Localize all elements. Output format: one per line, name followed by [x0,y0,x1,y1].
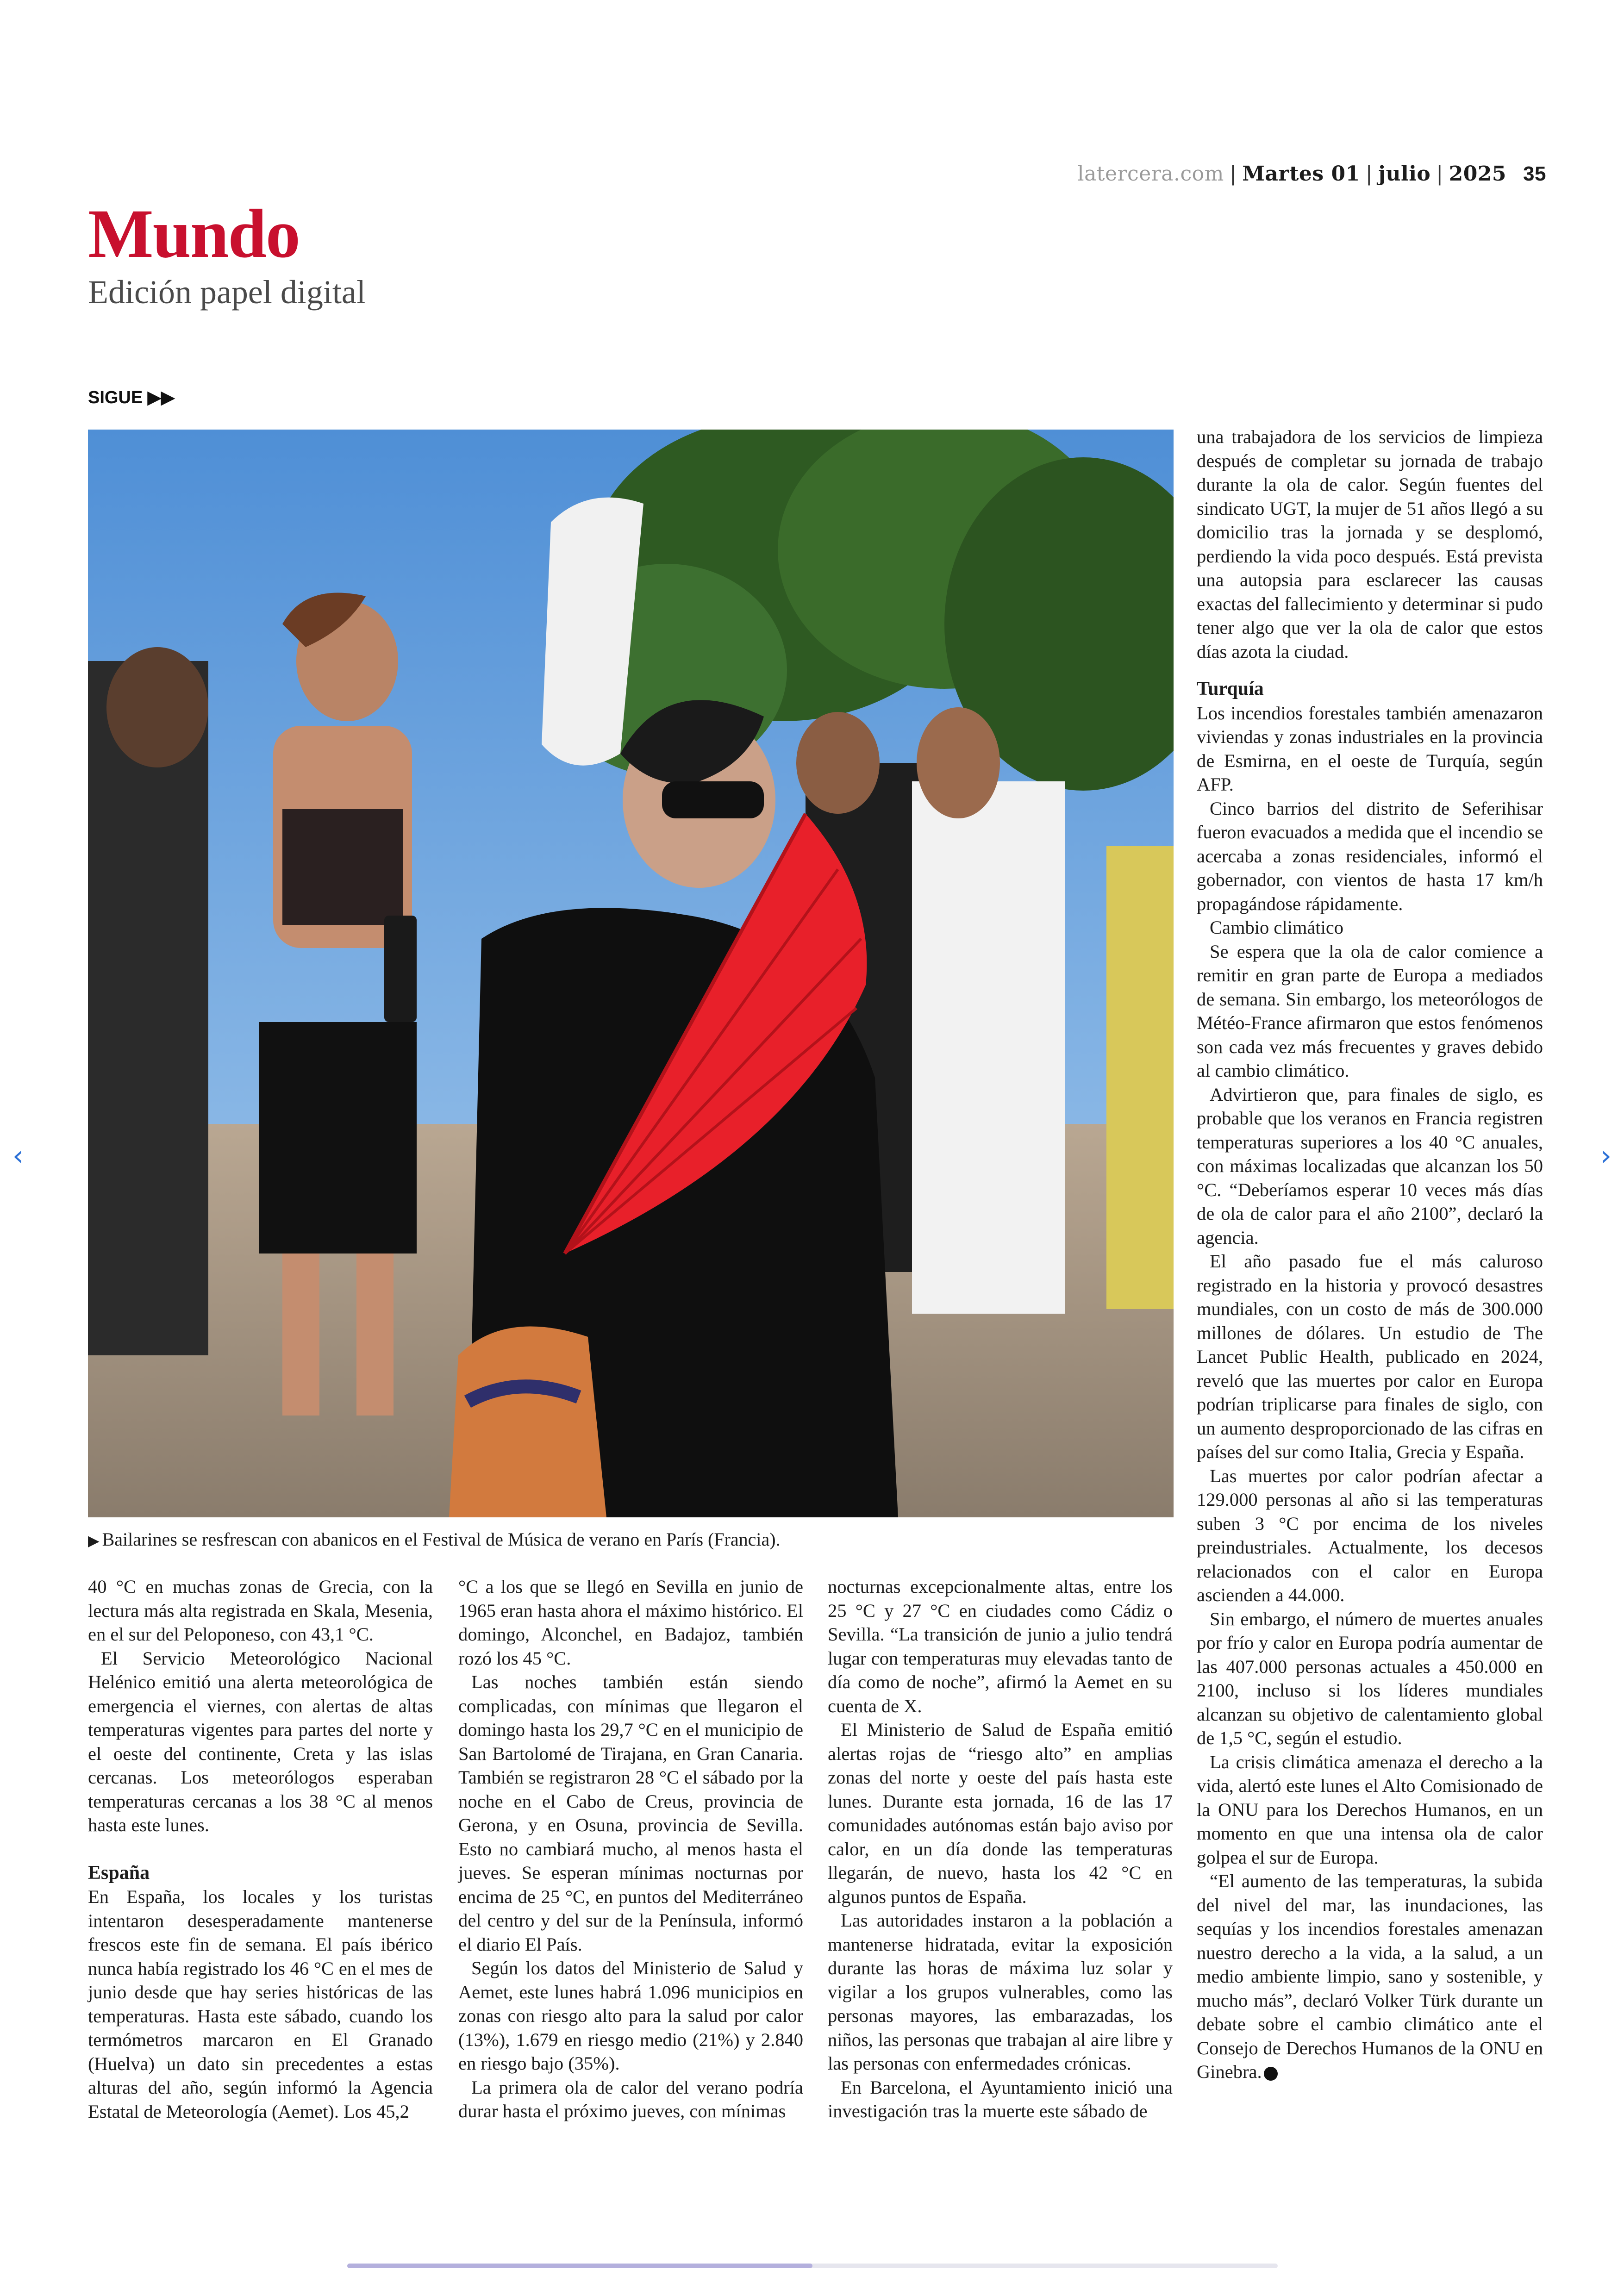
folio-month: julio [1378,162,1431,186]
paragraph: Según los datos del Ministerio de Salud y Aemet, este lunes habrá 1.096 municipios en zonas con riesgo alto para la salud por calor (13%), 1.679 en riesgo medio (21%) y 2.840 en riesgo bajo (35%). [458,1958,803,2074]
paragraph: Advirtieron que, para finales de siglo, es probable que los veranos en Francia registren temperaturas superiores a los 40 °C anuales, con máximas localizadas que alcanzan los 50 °C. “Deberíamos esperar 10 veces más días de ola de calor para el año 2100”, declaró la agencia. [1197,1084,1543,1248]
article-photo [88,430,1174,1517]
paragraph: 40 °C en muchas zonas de Grecia, con la lectura más alta registrada en Skala, Mesenia, en el sur del Peloponeso, con 43,1 °C. [88,1576,433,1645]
paragraph: Los incendios forestales también amenazaron viviendas y zonas industriales en la provincia de Esmirna, en el oeste de Turquía, según AFP. [1197,702,1543,795]
section-title: Mundo [88,195,300,272]
column-2 [458,1575,803,2123]
photo-illustration [88,430,1174,1517]
folio-weekday: Martes 01 [1242,162,1360,186]
paragraph: El Servicio Meteorológico Nacional Helénico emitió una alerta meteorológica de emergencia el viernes, con alertas de altas temperaturas vigentes para partes del norte y el oeste del continente, Creta y las islas cercanas. Los meteorólogos esperaban temperaturas cercanas a los 38 °C al menos hasta este lunes. [88,1647,433,1835]
page-folio: latercera.com | Martes 01 | julio | 2025 35 [1077,162,1546,186]
previous-page-chevron-icon[interactable]: ‹ [12,1140,24,1172]
paragraph: Cinco barrios del distrito de Seferihisar fueron evacuados a medida que el incendio se acercaba a zonas residenciales, informó el gobernador, con vientos de hasta 17 km/h propagándose rápidamente. [1197,798,1543,914]
photo-caption [88,1528,1174,1550]
paragraph: nocturnas excepcionalmente altas, entre los 25 °C y 27 °C en ciudades como Cádiz o Sevilla. “La transición de junio a julio tendrá lugar con temperaturas muy elevadas tanto de día como de noche”, afirmó la Aemet en su cuenta de X. [828,1576,1173,1716]
paragraph: El Ministerio de Salud de España emitió alertas rojas de “riesgo alto” en amplias zonas del norte y oeste del país hasta este lunes. Durante esta jornada, 16 de las 17 comunidades autónomas están bajo aviso por calor, en un día donde las temperaturas llegarán, de nuevo, hasta los 42 °C en algunos puntos de España. [828,1719,1173,1907]
sigue-label: SIGUE ▶▶ [88,388,175,407]
paragraph: Las autoridades instaron a la población a mantenerse hidratada, evitar la exposición durante las horas de máxima luz solar y vigilar a los grupos vulnerables, como las personas mayores, las embarazadas, los niños, las personas que trabajan al aire libre y las personas con enfermedades crónicas. [828,1910,1173,2074]
caption-triangle-icon: ▶ [88,1532,100,1549]
paragraph: Se espera que la ola de calor comience a remitir en gran parte de Europa a mediados de semana. Sin embargo, los meteorólogos de Météo-France afirmaron que estos fenómenos son cada vez más frecuentes y graves debido al cambio climático. [1197,941,1543,1081]
page-scrollbar[interactable] [347,2264,1278,2268]
paragraph: Sin embargo, el número de muertes anuales por frío y calor en Europa podría aumentar de las 407.000 personas actuales a 450.000 en 2100, incluso si los líderes mundiales alcanzan su objetivo de calentamiento global de 1,5 °C, según el estudio. [1197,1608,1543,1748]
paragraph-last [1197,1869,1543,2084]
paragraph: El año pasado fue el más caluroso registrado en la historia y provocó desastres mundiales, con un costo de más de 300.000 millones de dólares. Un estudio de The Lancet Public Health, publicado en 2024, reveló que las muertes por calor en Europa podrían triplicarse para finales de siglo, con un aumento desproporcionado de las cifras en países del sur como Italia, Grecia y España. [1197,1251,1543,1462]
paragraph: una trabajadora de los servicios de limpieza después de completar su jornada de trabajo durante la ola de calor. Según fuentes del sindicato UGT, la mujer de 51 años llegó a su domicilio tras la jornada y se desplomó, perdiendo la vida poco después. Está prevista una autopsia para esclarecer las causas exactas del fallecimiento y determinar si pudo tener algo que ver la ola de calor que estos días azota la ciudad. [1197,426,1543,662]
paragraph: En Barcelona, el Ayuntamiento inició una investigación tras la muerte este sábado de [828,2077,1173,2121]
section-heading-spain: España [88,1862,150,1883]
page-scrollbar-thumb[interactable] [347,2264,812,2268]
paragraph: La primera ola de calor del verano podría durar hasta el próximo jueves, con mínimas [458,2077,803,2121]
section-subtitle: Edición papel digital [88,274,366,311]
subheading-climate: Cambio climático [1210,917,1344,938]
folio-year: 2025 [1449,162,1507,186]
site-name: latercera.com [1077,162,1224,186]
column-4 [1197,425,1543,2084]
column-3 [828,1575,1173,2123]
paragraph: Las muertes por calor podrían afectar a 129.000 personas al año si las temperaturas suben 3 °C por encima de los niveles preindustriales. Actualmente, los decesos relacionados con el calor en Europa ascienden a 44.000. [1197,1465,1543,1605]
end-of-article-icon [1264,2067,1278,2081]
next-page-chevron-icon[interactable]: › [1600,1140,1612,1172]
paragraph: En España, los locales y los turistas intentaron desesperadamente mantenerse frescos este fin de semana. El país ibérico nunca había registrado los 46 °C en el mes de junio desde que hay series históricas de las temperaturas. Hasta este sábado, cuando los termómetros marcaron en El Granado (Huelva) un dato sin precedentes a estas alturas del año, según informó la Agencia Estatal de Meteorología (Aemet). Los 45,2 [88,1886,433,2122]
last-paragraph-text: “El aumento de las temperaturas, la subida del nivel del mar, las inundaciones, las sequías y los incendios forestales amenazan nuestro derecho a la vida, a la salud, a un medio ambiente limpio, sano y sostenible, y mucho más”, declaró Volker Türk durante un debate sobre el cambio climático ante el Consejo de Derechos Humanos de la ONU en Ginebra. [1197,1871,1543,2082]
caption-text: Bailarines se resfrescan con abanicos en el Festival de Música de verano en París (Francia). [102,1529,781,1550]
paragraph: °C a los que se llegó en Sevilla en junio de 1965 eran hasta ahora el máximo histórico. El domingo, Alconchel, en Badajoz, también rozó los 45 °C. [458,1576,803,1669]
paragraph: Las noches también están siendo complicadas, con mínimas que llegaron el domingo hasta los 29,7 °C en el municipio de San Bartolomé de Tirajana, en Gran Canaria. También se registraron 28 °C el sábado por la noche en el Cabo de Creus, provincia de Gerona, y en Osuna, provincia de Sevilla. Esto no cambiará mucho, al menos hasta el jueves. Se esperan mínimas nocturnas por encima de 25 °C, en puntos del Mediterráneo del centro y del sur de la Península, informó el diario El País. [458,1671,803,1955]
paragraph: La crisis climática amenaza el derecho a la vida, alertó este lunes el Alto Comisionado de la ONU para los Derechos Humanos, en un momento en que una intensa ola de calor golpea el sur de Europa. [1197,1751,1543,1868]
column-1 [88,1575,433,2123]
section-heading-turkey: Turquía [1197,678,1264,699]
page-number: 35 [1523,162,1546,185]
